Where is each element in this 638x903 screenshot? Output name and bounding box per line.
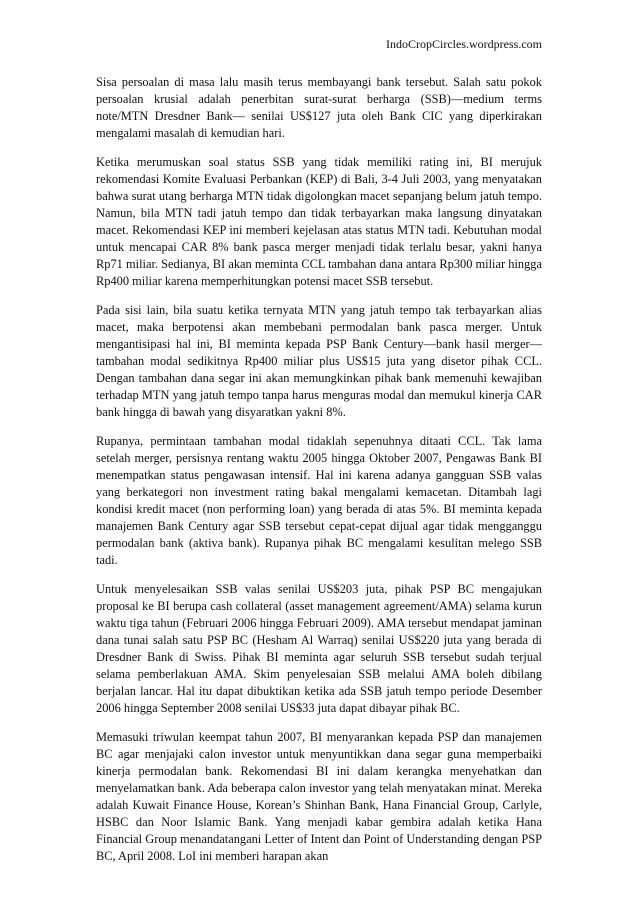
paragraph-capital-requirement: Pada sisi lain, bila suatu ketika ternyata MTN yang jatuh tempo tak terbayarkan alias macet, maka berpotensi akan membebani permodalan bank pasca merger. Untuk mengantisipasi hal ini, BI meminta kepada PSP Bank Century—bank hasil merger—tambahan modal sedikitnya Rp400 miliar plus US$15 juta yang disetor pihak CCL. Dengan tambahan dana segar ini akan memungkinkan pihak bank memenuhi kewajiban terhadap MTN yang jatuh tempo tanpa harus menguras modal dan memukul kinerja CAR bank hingga di bawah yang disyaratkan yakni 8%. — [96, 303, 542, 419]
paragraph-ama-settlement: Untuk menyelesaikan SSB valas senilai US$203 juta, pihak PSP BC mengajukan proposal ke BI berupa cash collateral (asset management agreement/AMA) selama kurun waktu tiga tahun (Februari 2006 hingga Februari 2009). AMA tersebut mendapat jaminan dana tunai salah satu PSP BC (Hesham Al Warraq) senilai US$220 juta yang berada di Dresdner Bank di Swiss. Pihak BI meminta agar seluruh SSB tersebut sudah terjual selama pemberlakuan AMA. Skim penyelesaian SSB melalui AMA boleh dibilang berjalan lancar. Hal itu dapat dibuktikan ketika ada SSB jatuh tempo periode Desember 2006 hingga September 2008 senilai US$33 juta dapat dibayar pihak BC. — [96, 582, 542, 715]
paragraph-kep-recommendation: Ketika merumuskan soal status SSB yang tidak memiliki rating ini, BI merujuk rekomendasi Komite Evaluasi Perbankan (KEP) di Bali, 3-4 Juli 2003, yang menyatakan bahwa surat utang berharga MTN tidak digolongkan macet sepanjang belum jatuh tempo. Namun, bila MTN tadi jatuh tempo dan tidak terbayarkan maka langsung dinyatakan macet. Rekomendasi KEP ini memberi kejelasan atas status MTN tadi. Kebutuhan modal untuk mencapai CAR 8% bank pasca merger menjadi tidak terlalu besar, yakni hanya Rp71 miliar. Sedianya, BI akan meminta CCL tambahan dana antara Rp300 miliar hingga Rp400 miliar karena memperhitungkan potensi macet SSB tersebut. — [96, 155, 542, 288]
paragraph-ssb-issue: Sisa persoalan di masa lalu masih terus membayangi bank tersebut. Salah satu pokok persoalan krusial adalah penerbitan surat-surat berharga (SSB)—medium terms note/MTN Dresdner Bank— senilai US$127 juta oleh Bank CIC yang diperkirakan mengalami masalah di kemudian hari. — [96, 75, 542, 140]
document-body — [96, 74, 542, 877]
page-header-site: IndoCropCircles.wordpress.com — [386, 37, 542, 51]
paragraph-investor-search: Memasuki triwulan keempat tahun 2007, BI menyarankan kepada PSP dan manajemen BC agar menjajaki calon investor untuk menyuntikkan dana segar guna memperbaiki kinerja permodalan bank. Rekomendasi BI ini dalam kerangka menyehatkan dan menyelamatkan bank. Ada beberapa calon investor yang telah menyatakan minat. Mereka adalah Kuwait Finance House, Korean’s Shinhan Bank, Hana Financial Group, Carlyle, HSBC dan Noor Islamic Bank. Yang menjadi kabar gembira adalah ketika Hana Financial Group menandatangani Letter of Intent dan Point of Understanding dengan PSP BC, April 2008. LoI ini memberi harapan akan — [96, 730, 542, 863]
paragraph-intensive-supervision: Rupanya, permintaan tambahan modal tidaklah sepenuhnya ditaati CCL. Tak lama setelah merger, persisnya rentang waktu 2005 hingga Oktober 2007, Pengawas Bank BI menempatkan status pengawasan intensif. Hal ini karena adanya gangguan SSB valas yang berkategori non investment rating bakal mengalami kemacetan. Ditambah lagi kondisi kredit macet (non performing loan) yang berada di atas 5%. BI meminta kepada manajemen Bank Century agar SSB tersebut cepat-cepat dijual agar tidak mengganggu permodalan bank (aktiva bank). Rupanya pihak BC mengalami kesulitan melego SSB tadi. — [96, 434, 542, 567]
